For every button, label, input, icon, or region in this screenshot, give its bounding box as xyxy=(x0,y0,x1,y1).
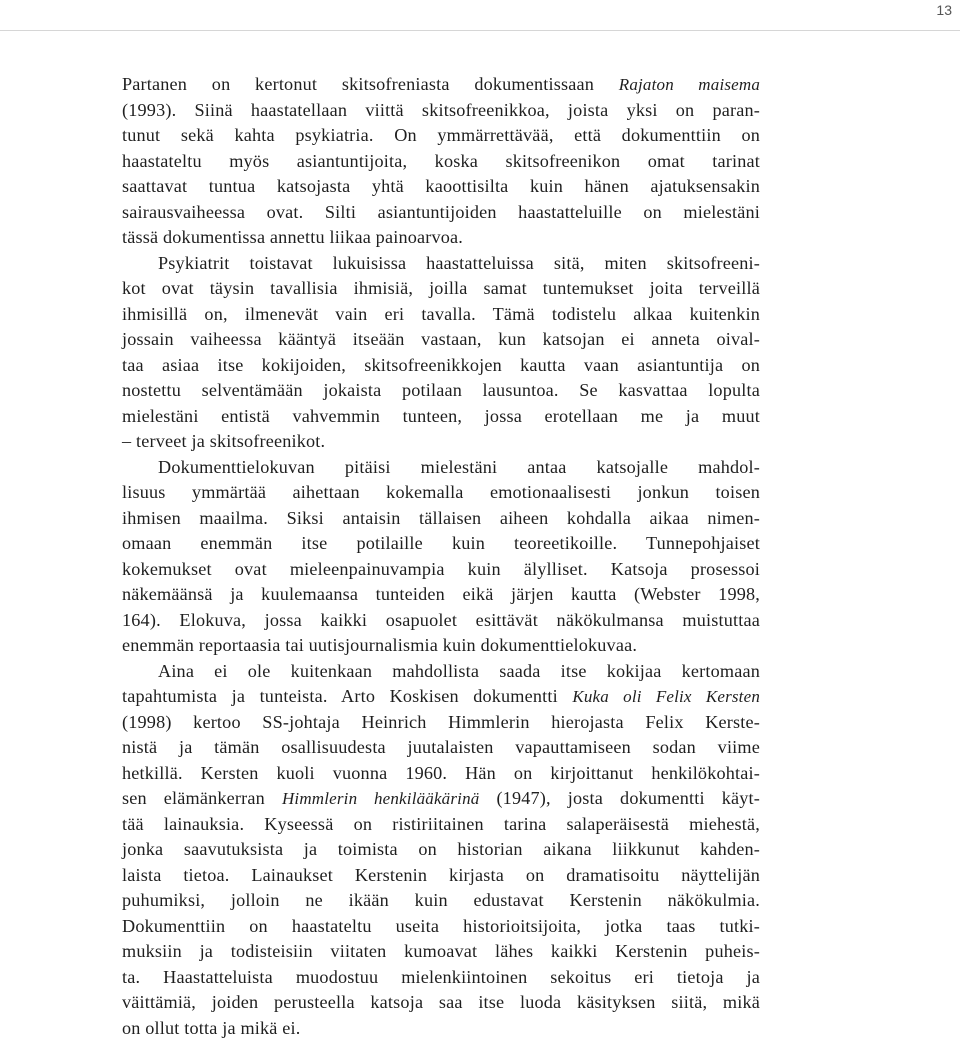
text-line xyxy=(122,353,760,379)
text-run: sairausvaiheessa ovat. Silti asiantuntijoiden haastatteluille on mielestäni xyxy=(122,201,760,222)
text-run: ta. Haastatteluista muodostuu mielenkiintoinen sekoitus eri tietoja ja xyxy=(122,966,760,987)
text-run: tunut sekä kahta psykiatria. On ymmärrettävää, että dokumenttiin on xyxy=(122,125,760,145)
page-number: 13 xyxy=(936,2,952,18)
text-line xyxy=(122,429,760,455)
text-line xyxy=(122,123,760,149)
text-run: taa asiaa itse kokijoiden, skitsofreenikkojen kautta vaan asiantuntija on xyxy=(122,354,760,375)
text-run: ihmisen maailma. Siksi antaisin tällaisen aiheen kohdalla aikaa nimen- xyxy=(122,507,760,528)
text-line xyxy=(122,684,760,710)
text-line xyxy=(122,200,760,226)
text-run: haastateltu myös asiantuntijoita, koska skitsofreenikon omat tarinat xyxy=(122,150,760,171)
text-line xyxy=(122,812,760,838)
text-line xyxy=(122,633,760,659)
page-header-rule xyxy=(0,30,960,31)
text-run: hetkillä. Kersten kuoli vuonna 1960. Hän on kirjoittanut henkilökohtai- xyxy=(122,762,760,783)
text-run: nistä ja tämän osallisuudesta juutalaisten vapauttamiseen sodan viime xyxy=(122,737,760,757)
text-run: näkemäänsä ja kuulemaansa tunteiden eikä järjen kautta (Webster 1998, xyxy=(122,584,760,604)
text-run: Dokumenttiin on haastateltu useita historioitsijoita, jotka taas tutki- xyxy=(122,915,760,936)
text-run: lisuus ymmärtää aihettaan kokemalla emotionaalisesti jonkun toisen xyxy=(122,482,760,502)
text-run: puhumiksi, jolloin ne ikään kuin edustavat Kerstenin näkökulmia. xyxy=(122,890,760,910)
text-line xyxy=(122,302,760,328)
text-run: enemmän reportaasia tai uutisjournalismia kuin dokumenttielokuvaa. xyxy=(122,635,638,655)
text-line xyxy=(122,174,760,200)
text-line xyxy=(122,1016,760,1042)
text-line xyxy=(122,480,760,506)
text-line xyxy=(122,608,760,634)
italic-title: Kuka oli Felix Kersten xyxy=(572,687,760,706)
text-run: tää lainauksia. Kyseessä on ristiriitainen tarina salaperäisestä miehestä, xyxy=(122,813,760,834)
text-run: sen elämänkerran xyxy=(122,788,282,808)
text-run: väittämiä, joiden perusteella katsoja saa itse luoda käsityksen siitä, mikä xyxy=(122,992,760,1012)
text-line xyxy=(122,914,760,940)
text-line xyxy=(122,710,760,736)
text-line xyxy=(122,72,760,98)
text-line xyxy=(122,404,760,430)
text-run: ihmisillä on, ilmenevät vain eri tavalla. Tämä todistelu alkaa kuitenkin xyxy=(122,303,760,324)
italic-title: Rajaton maisema xyxy=(618,75,761,94)
text-run: Aina ei ole kuitenkaan mahdollista saada itse kokijaa kertomaan xyxy=(158,660,760,681)
text-line xyxy=(122,659,760,685)
text-line xyxy=(122,149,760,175)
text-line xyxy=(122,506,760,532)
text-line xyxy=(122,276,760,302)
text-line xyxy=(122,888,760,914)
text-line xyxy=(122,761,760,787)
text-run: Dokumenttielokuvan pitäisi mielestäni antaa katsojalle mahdol- xyxy=(158,456,760,477)
text-run: nostettu selventämään jokaista potilaan lausuntoa. Se kasvattaa lopulta xyxy=(122,380,760,400)
text-line xyxy=(122,837,760,863)
text-line xyxy=(122,98,760,124)
text-run: jossain vaiheessa kääntyä itseään vastaan, kun katsojan ei anneta oival- xyxy=(122,329,760,349)
text-run: tapahtumista ja tunteista. Arto Koskisen dokumentti xyxy=(122,686,573,706)
text-line xyxy=(122,378,760,404)
text-line xyxy=(122,327,760,353)
text-run: omaan enemmän itse potilaille kuin teoreetikoille. Tunnepohjaiset xyxy=(122,533,760,553)
text-line xyxy=(122,557,760,583)
italic-title: Himmlerin henkilääkärinä xyxy=(281,789,480,808)
text-line xyxy=(122,939,760,965)
text-line xyxy=(122,965,760,991)
text-line xyxy=(122,455,760,481)
text-run: – terveet ja skitsofreenikot. xyxy=(122,431,326,451)
text-run: Partanen on kertonut skitsofreniasta dokumentissaan xyxy=(122,74,619,94)
text-line xyxy=(122,863,760,889)
text-run: Psykiatrit toistavat lukuisissa haastatteluissa sitä, miten skitsofreeni- xyxy=(158,252,760,273)
text-run: tässä dokumentissa annettu liikaa painoarvoa. xyxy=(122,227,464,247)
text-run: 164). Elokuva, jossa kaikki osapuolet esittävät näkökulmansa muistuttaa xyxy=(122,609,760,630)
text-run: laista tietoa. Lainaukset Kerstenin kirjasta on dramatisoitu näyttelijän xyxy=(122,864,760,885)
text-run: muksiin ja todisteisiin viitaten kumoavat lähes kaikki Kerstenin puheis- xyxy=(122,941,760,961)
text-run: (1947), josta dokumentti käyt- xyxy=(479,788,760,808)
text-run: on ollut totta ja mikä ei. xyxy=(122,1017,301,1038)
text-run: jonka saavutuksista ja toimista on historian aikana liikkunut kahden- xyxy=(122,839,760,859)
body-text xyxy=(122,72,760,1041)
text-line xyxy=(122,251,760,277)
text-run: kot ovat täysin tavallisia ihmisiä, joilla samat tuntemukset joita terveillä xyxy=(122,278,760,298)
text-line xyxy=(122,225,760,251)
text-line xyxy=(122,990,760,1016)
text-run: saattavat tuntua katsojasta yhtä kaoottisilta kuin hänen ajatuksensakin xyxy=(122,176,760,196)
text-run: (1993). Siinä haastatellaan viittä skitsofreenikkoa, joista yksi on paran- xyxy=(122,99,760,120)
text-run: (1998) kertoo SS-johtaja Heinrich Himmlerin hierojasta Felix Kerste- xyxy=(122,711,760,732)
text-run: kokemukset ovat mieleenpainuvampia kuin älylliset. Katsoja prosessoi xyxy=(122,558,760,579)
text-run: mielestäni entistä vahvemmin tunteen, jossa erotellaan me ja muut xyxy=(122,405,760,426)
text-line xyxy=(122,582,760,608)
text-line xyxy=(122,786,760,812)
text-line xyxy=(122,531,760,557)
text-line xyxy=(122,735,760,761)
